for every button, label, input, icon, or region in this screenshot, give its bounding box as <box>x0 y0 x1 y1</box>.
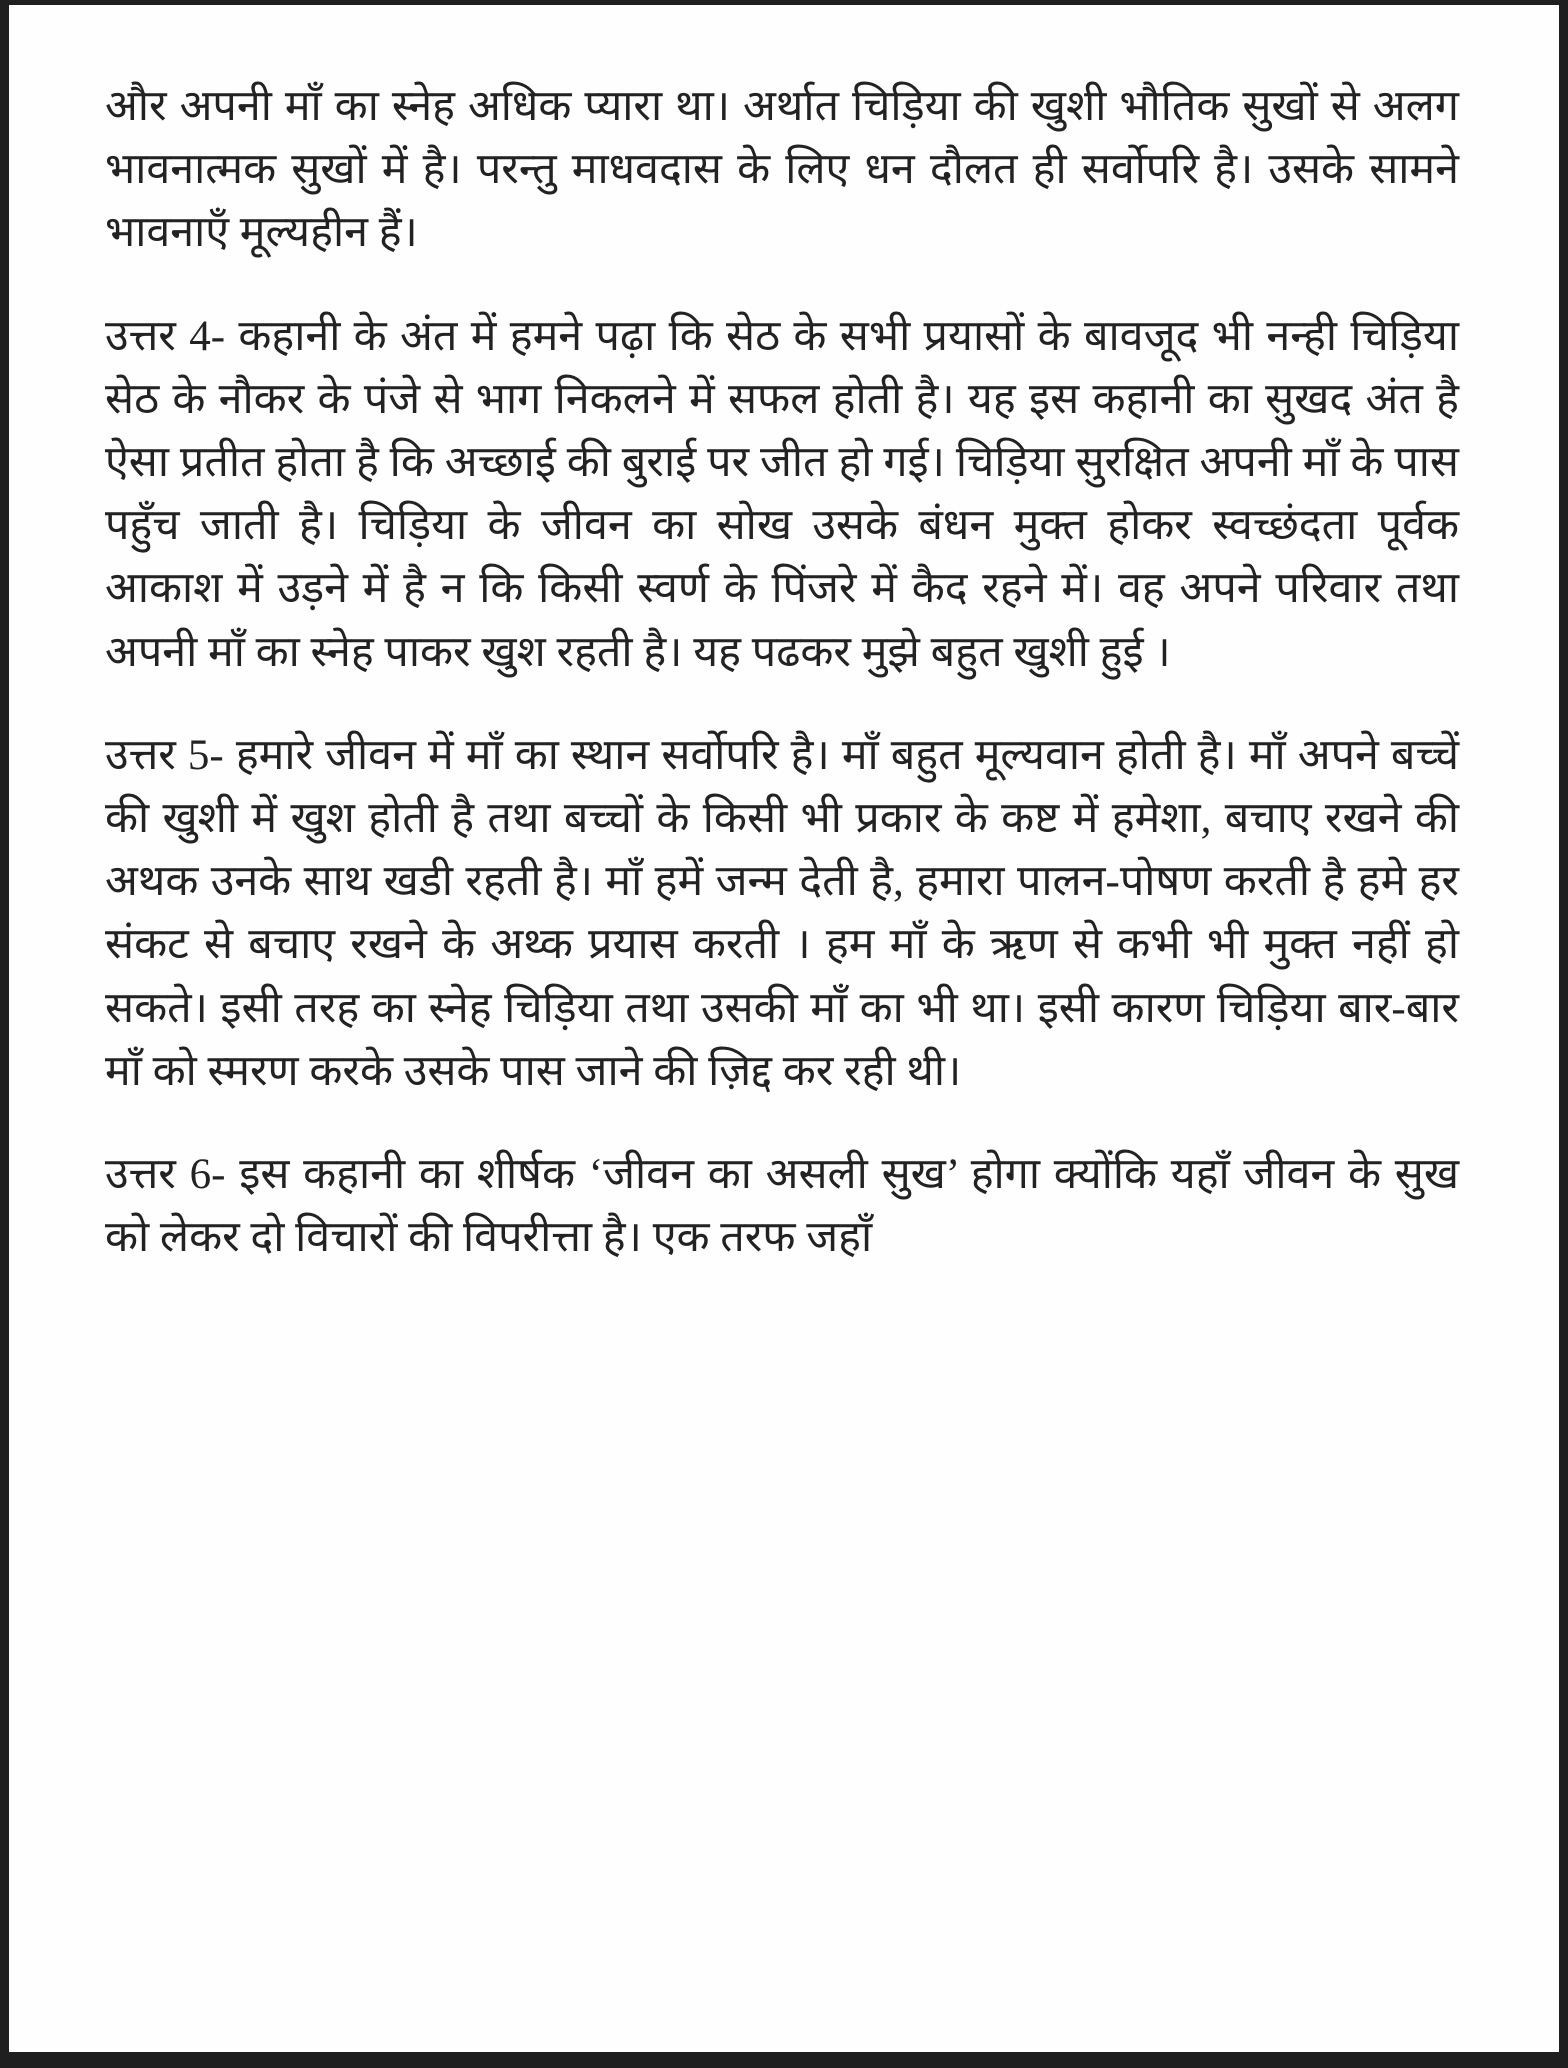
paragraph-text: कहानी के अंत में हमने पढ़ा कि सेठ के सभी प्रयासों के बावजूद भी नन्ही चिड़िया सेठ के नौकर के पंजे से भाग निकलने में सफल होती है। यह इस कहानी का सुखद अंत है ऐसा प्रतीत होता है कि अच्छाई की बुराई पर जीत हो गई। चिड़िया सुरक्षित अपनी माँ के पास पहुँच जाती है। चिड़िया के जीवन का सोख उसके बंधन मुक्त होकर स्वच्छंदता पूर्वक आकाश में उड़ने में है न कि किसी स्वर्ण के पिंजरे में कैद रहने में। वह अपने परिवार तथा अपनी माँ का स्नेह पाकर खुश रहती है। यह पढकर मुझे बहुत खुशी हुई । <box>105 312 1460 676</box>
paragraph-intro <box>105 75 1459 265</box>
answer-4-label: उत्तर 4- <box>105 312 226 360</box>
paragraph-text: इस कहानी का शीर्षक ‘जीवन का असली सुख’ होगा क्योंकि यहाँ जीवन के सुख को लेकर दो विचारों की विपरीत्ता है। एक तरफ जहाँ <box>105 1151 1460 1262</box>
paragraph-answer-6 <box>105 1143 1459 1269</box>
paragraph-text: और अपनी माँ का स्नेह अधिक प्यारा था। अर्थात चिड़िया की खुशी भौतिक सुखों से अलग भावनात्मक सुखों में है। परन्तु माधवदास के लिए धन दौलत ही सर्वोपरि है। उसके सामने भावनाएँ मूल्यहीन हैं। <box>105 83 1459 257</box>
paragraph-text: हमारे जीवन में माँ का स्थान सर्वोपरि है। माँ बहुत मूल्यवान होती है। माँ अपने बच्चें की खुशी में खुश होती है तथा बच्चों के किसी भी प्रकार के कष्ट में हमेशा, बचाए रखने की अथक उनके साथ खडी रहती है। माँ हमें जन्म देती है, हमारा पालन-पोषण करती है हमे हर संकट से बचाए रखने के अथ्क प्रयास करती । हम माँ के ऋण से कभी भी मुक्त नहीं हो सकते। इसी तरह का स्नेह चिड़िया तथा उसकी माँ का भी था। इसी कारण चिड़िया बार-बार माँ को स्मरण करके उसके पास जाने की ज़िद्द कर रही थी। <box>105 731 1460 1095</box>
paragraph-answer-5 <box>105 724 1459 1103</box>
answer-6-label: उत्तर 6- <box>105 1151 226 1199</box>
answer-5-label: उत्तर 5- <box>105 731 224 779</box>
paragraph-answer-4 <box>105 305 1459 684</box>
document-content <box>9 5 1559 1269</box>
